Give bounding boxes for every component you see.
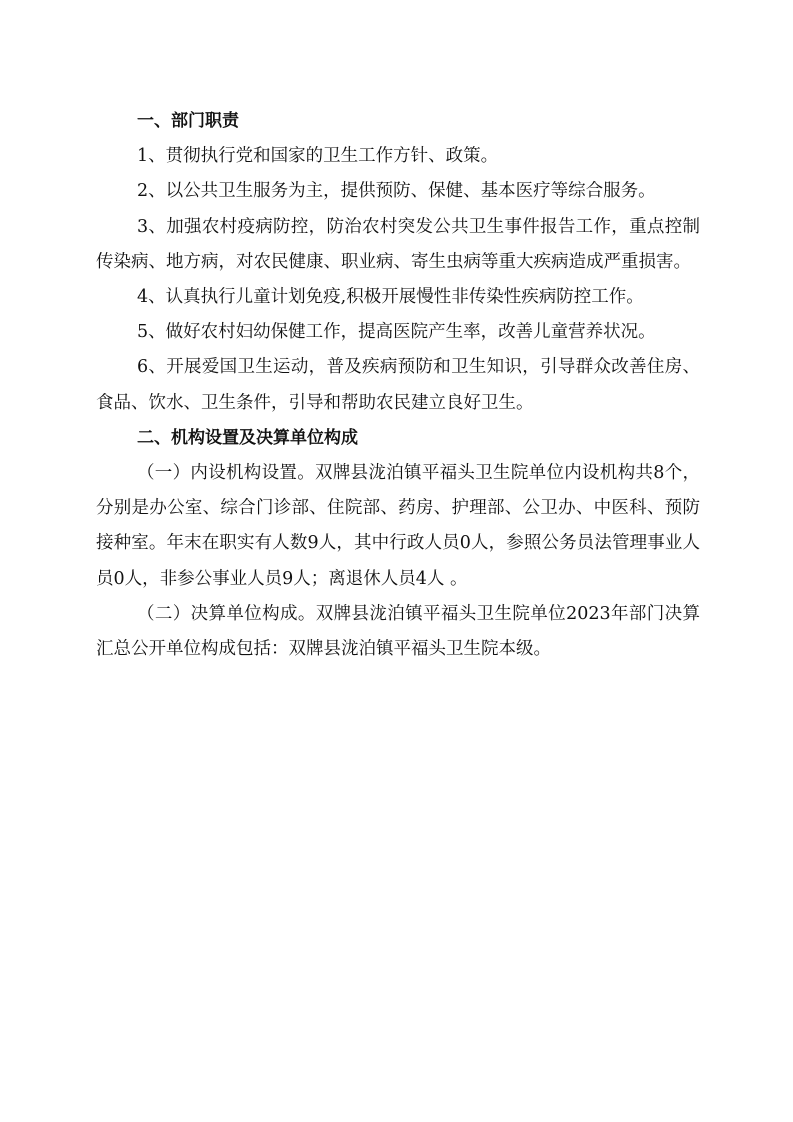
section-heading-organization: 二、机构设置及决算单位构成 <box>137 427 358 448</box>
document-body <box>96 104 700 667</box>
duty-item-3: 3、加强农村疫病防控，防治农村突发公共卫生事件报告工作，重点控制传染病、地方病，对农民健康、职业病、寄生虫病等重大疾病造成严重损害。 <box>96 216 700 272</box>
section-heading-duties: 一、部门职责 <box>137 111 239 131</box>
duty-item-2: 2、以公共卫生服务为主，提供预防、保健、基本医疗等综合服务。 <box>137 181 656 202</box>
org-paragraph-internal: （一）内设机构设置。双牌县泷泊镇平福头卫生院单位内设机构共8个，分别是办公室、综合门诊部、住院部、药房、护理部、公卫办、中医科、预防接种室。年末在职实有人数9人，其中行政人员0人，参照公务员法管理事业人员0人，非参公事业人员9人；离退休人员4人 。 <box>96 463 700 589</box>
duty-item-4: 4、认真执行儿童计划免疫,积极开展慢性非传染性疾病防控工作。 <box>137 287 644 307</box>
duty-item-6: 6、开展爱国卫生运动，普及疾病预防和卫生知识，引导群众改善住房、食品、饮水、卫生条件，引导和帮助农民建立良好卫生。 <box>96 357 700 413</box>
duty-item-5: 5、做好农村妇幼保健工作，提高医院产生率，改善儿童营养状况。 <box>137 322 656 343</box>
org-paragraph-units: （二）决算单位构成。双牌县泷泊镇平福头卫生院单位2023年部门决算汇总公开单位构成包括：双牌县泷泊镇平福头卫生院本级。 <box>96 603 700 660</box>
duty-item-1: 1、贯彻执行党和国家的卫生工作方针、政策。 <box>137 146 499 167</box>
